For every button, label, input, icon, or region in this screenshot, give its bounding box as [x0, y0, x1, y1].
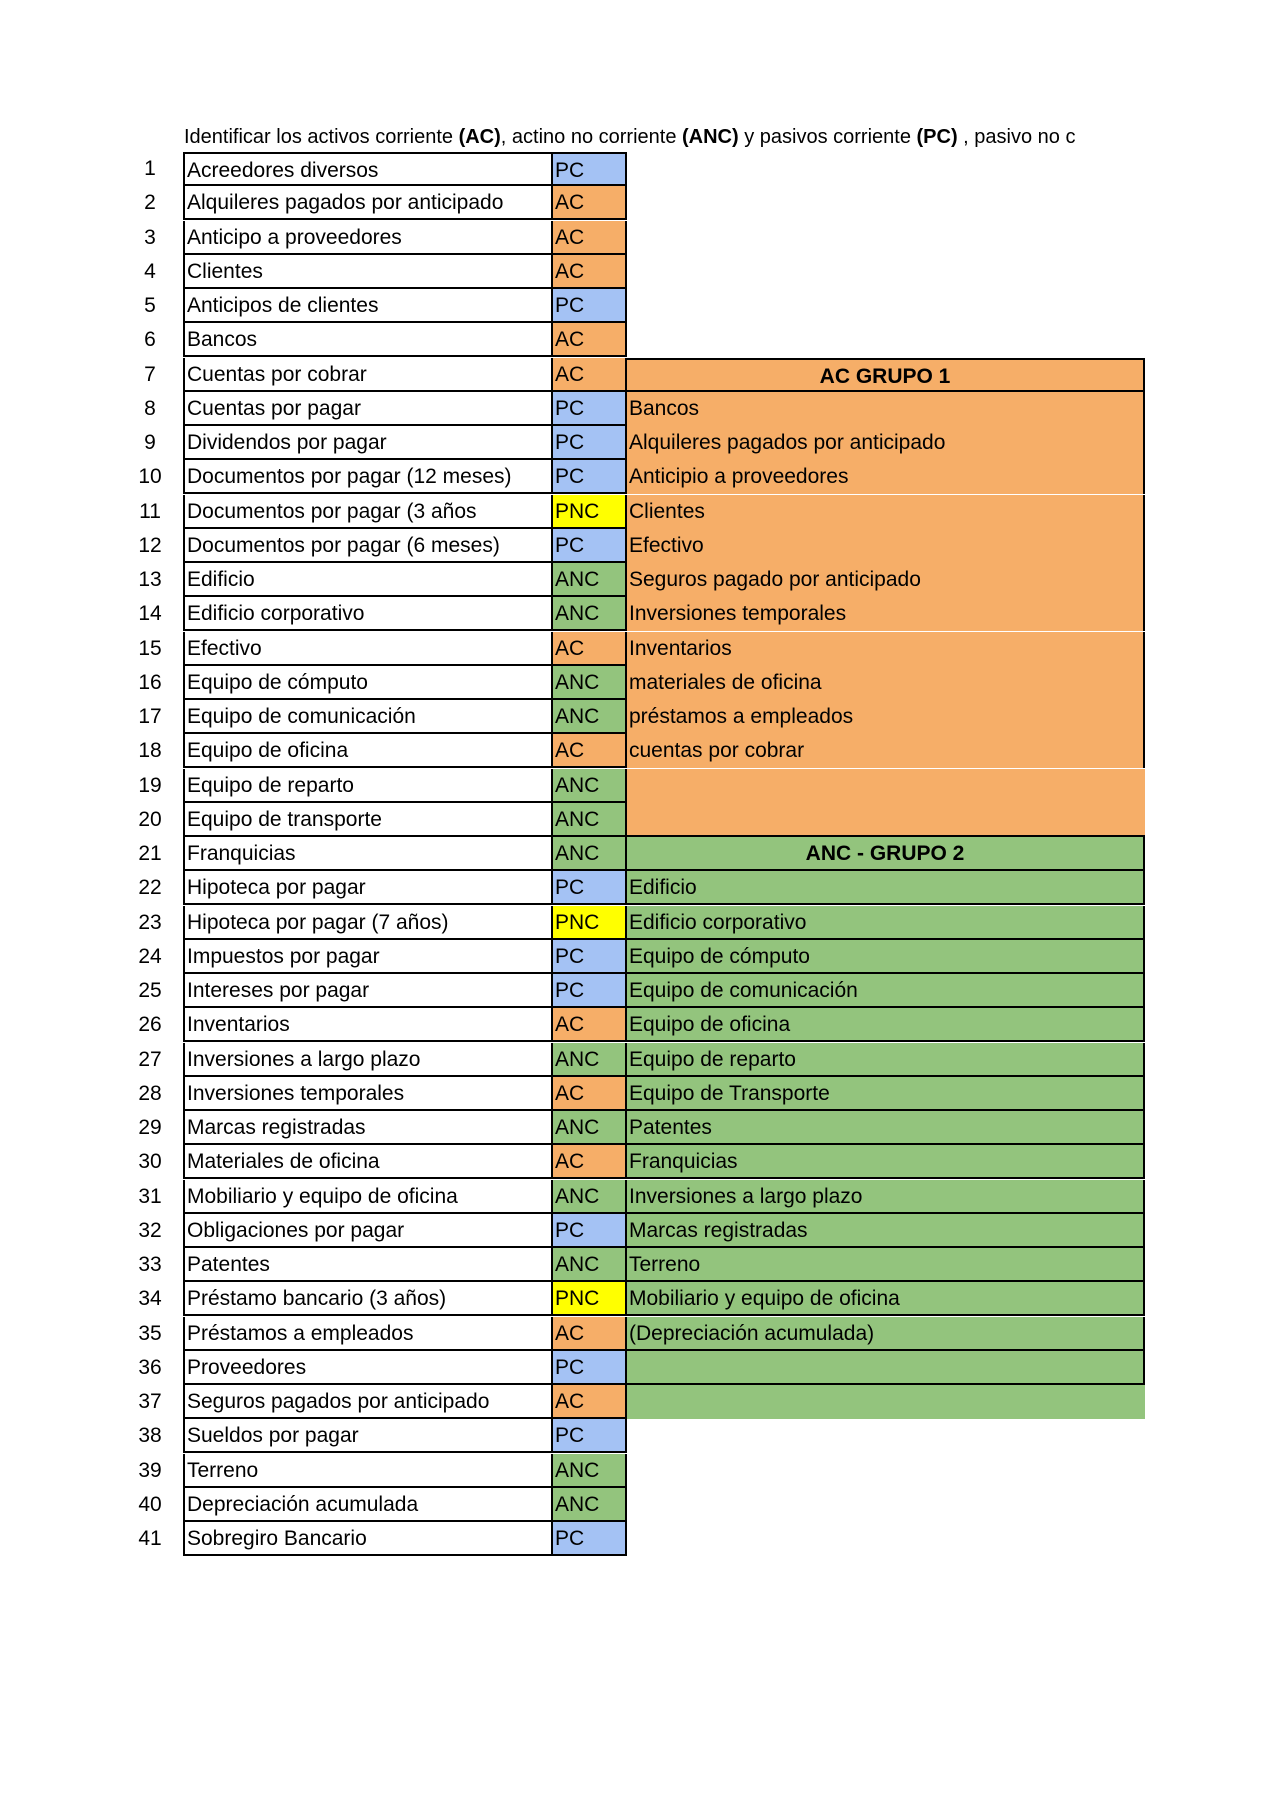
row-number: 17 — [138, 705, 162, 728]
account-name-cell[interactable]: Mobiliario y equipo de oficina — [183, 1180, 553, 1214]
account-name-cell[interactable]: Terreno — [183, 1454, 553, 1488]
classification-cell[interactable]: AC — [551, 1077, 627, 1111]
group2-header: ANC - GRUPO 2 — [627, 837, 1145, 871]
row-number: 20 — [138, 808, 162, 831]
row-number: 25 — [138, 979, 162, 1002]
classification-cell[interactable]: PNC — [551, 495, 627, 529]
group1-item[interactable]: Anticipio a proveedores — [627, 460, 1145, 494]
title-bold-anc: (ANC) — [682, 126, 739, 148]
row-number: 16 — [138, 671, 162, 694]
title-text-3: y pasivos corriente — [738, 126, 917, 148]
account-name-cell[interactable]: Obligaciones por pagar — [183, 1214, 553, 1248]
row-number: 22 — [138, 876, 162, 899]
account-name-cell[interactable]: Proveedores — [183, 1351, 553, 1385]
title-text-4: , pasivo no c — [957, 126, 1076, 148]
row-number: 35 — [138, 1322, 162, 1345]
account-name-cell[interactable]: Efectivo — [183, 632, 553, 666]
group1-item[interactable]: préstamos a empleados — [627, 700, 1145, 734]
classification-cell[interactable]: PC — [551, 529, 627, 563]
account-name-cell[interactable]: Edificio corporativo — [183, 597, 553, 631]
row-number: 29 — [138, 1116, 162, 1139]
classification-cell[interactable]: AC — [551, 1385, 627, 1419]
account-name-cell[interactable]: Equipo de comunicación — [183, 700, 553, 734]
group2-item[interactable] — [627, 1385, 1145, 1419]
account-name-cell[interactable]: Depreciación acumulada — [183, 1488, 553, 1522]
row-number: 32 — [138, 1219, 162, 1242]
classification-cell[interactable]: AC — [551, 255, 627, 289]
row-number: 5 — [144, 294, 156, 317]
classification-cell[interactable]: ANC — [551, 803, 627, 837]
classification-cell[interactable]: ANC — [551, 666, 627, 700]
title-text-1: Identificar los activos corriente — [184, 126, 459, 148]
group1-item[interactable]: Bancos — [627, 392, 1145, 426]
account-name-cell[interactable]: Sueldos por pagar — [183, 1419, 553, 1453]
group2-item[interactable]: Franquicias — [627, 1145, 1145, 1179]
group1-item[interactable]: Seguros pagado por anticipado — [627, 563, 1145, 597]
classification-cell[interactable]: ANC — [551, 1454, 627, 1488]
classification-cell[interactable]: AC — [551, 632, 627, 666]
classification-cell[interactable]: ANC — [551, 597, 627, 631]
classification-cell[interactable]: AC — [551, 734, 627, 768]
row-number: 9 — [144, 431, 156, 454]
row-number: 6 — [144, 328, 156, 351]
account-name-cell[interactable]: Equipo de oficina — [183, 734, 553, 768]
account-name-cell[interactable]: Equipo de reparto — [183, 769, 553, 803]
account-name-cell[interactable]: Equipo de cómputo — [183, 666, 553, 700]
classification-cell[interactable]: PC — [551, 426, 627, 460]
row-number: 14 — [138, 602, 162, 625]
classification-cell[interactable]: AC — [551, 1317, 627, 1351]
classification-cell[interactable]: PC — [551, 392, 627, 426]
classification-cell[interactable]: PC — [551, 460, 627, 494]
classification-cell[interactable]: PC — [551, 871, 627, 905]
classification-cell[interactable]: PC — [551, 974, 627, 1008]
group2-item[interactable]: Equipo de oficina — [627, 1008, 1145, 1042]
group2-item[interactable]: Patentes — [627, 1111, 1145, 1145]
group1-item[interactable]: Alquileres pagados por anticipado — [627, 426, 1145, 460]
row-number: 39 — [138, 1459, 162, 1482]
account-name-cell[interactable]: Inversiones temporales — [183, 1077, 553, 1111]
classification-cell[interactable]: AC — [551, 358, 627, 392]
account-name-cell[interactable]: Préstamos a empleados — [183, 1317, 553, 1351]
group1-item[interactable]: Efectivo — [627, 529, 1145, 563]
account-name-cell[interactable]: Equipo de transporte — [183, 803, 553, 837]
account-name-cell[interactable]: Alquileres pagados por anticipado — [183, 186, 553, 220]
account-name-cell[interactable]: Anticipo a proveedores — [183, 221, 553, 255]
account-name-cell[interactable]: Hipoteca por pagar (7 años) — [183, 906, 553, 940]
group1-item[interactable] — [627, 769, 1145, 803]
group1-item[interactable]: Clientes — [627, 495, 1145, 529]
account-name-cell[interactable]: Documentos por pagar (6 meses) — [183, 529, 553, 563]
account-name-cell[interactable]: Cuentas por pagar — [183, 392, 553, 426]
row-number: 7 — [144, 363, 156, 386]
row-number: 33 — [138, 1253, 162, 1276]
group2-item[interactable]: Equipo de cómputo — [627, 940, 1145, 974]
classification-cell[interactable]: AC — [551, 221, 627, 255]
row-number: 8 — [144, 397, 156, 420]
group1-item[interactable] — [627, 803, 1145, 837]
account-name-cell[interactable]: Edificio — [183, 563, 553, 597]
classification-cell[interactable]: ANC — [551, 769, 627, 803]
account-name-cell[interactable]: Cuentas por cobrar — [183, 358, 553, 392]
row-number: 31 — [138, 1185, 162, 1208]
group2-item[interactable]: Edificio — [627, 871, 1145, 905]
account-name-cell[interactable]: Préstamo bancario (3 años) — [183, 1282, 553, 1316]
classification-cell[interactable]: AC — [551, 323, 627, 357]
group1-item[interactable]: cuentas por cobrar — [627, 734, 1145, 768]
classification-cell[interactable]: ANC — [551, 1488, 627, 1522]
instruction-title — [184, 122, 1144, 152]
classification-cell[interactable]: AC — [551, 186, 627, 220]
account-name-cell[interactable]: Inversiones a largo plazo — [183, 1043, 553, 1077]
classification-cell[interactable]: PC — [551, 1419, 627, 1453]
title-bold-ac: (AC) — [458, 126, 501, 148]
row-number: 12 — [138, 534, 162, 557]
group1-item[interactable]: materiales de oficina — [627, 666, 1145, 700]
group2-item[interactable] — [627, 1351, 1145, 1385]
group2-item[interactable]: Mobiliario y equipo de oficina — [627, 1282, 1145, 1316]
row-number: 36 — [138, 1356, 162, 1379]
row-number: 23 — [138, 911, 162, 934]
account-name-cell[interactable]: Documentos por pagar (3 años — [183, 495, 553, 529]
group2-item[interactable]: Equipo de reparto — [627, 1043, 1145, 1077]
group2-item[interactable]: Edificio corporativo — [627, 906, 1145, 940]
title-bold-pc: (PC) — [916, 126, 958, 148]
row-number: 2 — [144, 191, 156, 214]
account-name-cell[interactable]: Inventarios — [183, 1008, 553, 1042]
account-name-cell[interactable]: Sobregiro Bancario — [183, 1522, 553, 1556]
account-name-cell[interactable]: Anticipos de clientes — [183, 289, 553, 323]
classification-cell[interactable]: PNC — [551, 906, 627, 940]
account-name-cell[interactable]: Impuestos por pagar — [183, 940, 553, 974]
group2-item[interactable]: Inversiones a largo plazo — [627, 1180, 1145, 1214]
row-number: 37 — [138, 1390, 162, 1413]
row-number: 40 — [138, 1493, 162, 1516]
group1-item[interactable]: Inversiones temporales — [627, 597, 1145, 631]
group2-item[interactable]: (Depreciación acumulada) — [627, 1317, 1145, 1351]
classification-cell[interactable]: AC — [551, 1145, 627, 1179]
account-name-cell[interactable]: Hipoteca por pagar — [183, 871, 553, 905]
classification-cell[interactable]: ANC — [551, 1111, 627, 1145]
row-number: 11 — [139, 500, 161, 523]
row-number: 30 — [138, 1150, 162, 1173]
account-name-cell[interactable]: Materiales de oficina — [183, 1145, 553, 1179]
classification-cell[interactable]: PC — [551, 1351, 627, 1385]
group1-header: AC GRUPO 1 — [627, 358, 1145, 392]
group2-item[interactable]: Equipo de Transporte — [627, 1077, 1145, 1111]
classification-cell[interactable]: PC — [551, 1522, 627, 1556]
account-name-cell[interactable]: Patentes — [183, 1248, 553, 1282]
account-name-cell[interactable]: Documentos por pagar (12 meses) — [183, 460, 553, 494]
row-number: 34 — [138, 1287, 162, 1310]
row-number: 15 — [138, 637, 162, 660]
row-number: 13 — [138, 568, 162, 591]
group2-item[interactable]: Marcas registradas — [627, 1214, 1145, 1248]
classification-cell[interactable]: PC — [551, 152, 627, 186]
classification-cell[interactable]: ANC — [551, 700, 627, 734]
classification-cell[interactable]: PC — [551, 940, 627, 974]
row-number: 41 — [138, 1527, 162, 1550]
group1-item[interactable]: Inventarios — [627, 632, 1145, 666]
row-number: 28 — [138, 1082, 162, 1105]
classification-cell[interactable]: ANC — [551, 837, 627, 871]
row-number: 3 — [144, 226, 156, 249]
row-number: 26 — [138, 1013, 162, 1036]
account-name-cell[interactable]: Clientes — [183, 255, 553, 289]
row-number: 10 — [138, 465, 162, 488]
row-number: 24 — [138, 945, 162, 968]
row-number: 19 — [138, 774, 162, 797]
row-number: 21 — [138, 842, 162, 865]
account-name-cell[interactable]: Bancos — [183, 323, 553, 357]
title-text-2: , actino no corriente — [500, 126, 682, 148]
account-name-cell[interactable]: Seguros pagados por anticipado — [183, 1385, 553, 1419]
group2-item[interactable]: Equipo de comunicación — [627, 974, 1145, 1008]
row-number: 27 — [138, 1048, 162, 1071]
classification-cell[interactable]: AC — [551, 1008, 627, 1042]
row-number: 4 — [144, 260, 156, 283]
classification-cell[interactable]: ANC — [551, 563, 627, 597]
classification-cell[interactable]: PNC — [551, 1282, 627, 1316]
classification-cell[interactable]: ANC — [551, 1180, 627, 1214]
row-number: 1 — [144, 157, 156, 180]
account-name-cell[interactable]: Acreedores diversos — [183, 152, 553, 186]
classification-cell[interactable]: PC — [551, 1214, 627, 1248]
account-name-cell[interactable]: Intereses por pagar — [183, 974, 553, 1008]
row-number: 38 — [138, 1424, 162, 1447]
group2-item[interactable]: Terreno — [627, 1248, 1145, 1282]
account-name-cell[interactable]: Marcas registradas — [183, 1111, 553, 1145]
classification-cell[interactable]: ANC — [551, 1043, 627, 1077]
classification-cell[interactable]: ANC — [551, 1248, 627, 1282]
classification-cell[interactable]: PC — [551, 289, 627, 323]
account-name-cell[interactable]: Dividendos por pagar — [183, 426, 553, 460]
row-number: 18 — [138, 739, 162, 762]
account-name-cell[interactable]: Franquicias — [183, 837, 553, 871]
